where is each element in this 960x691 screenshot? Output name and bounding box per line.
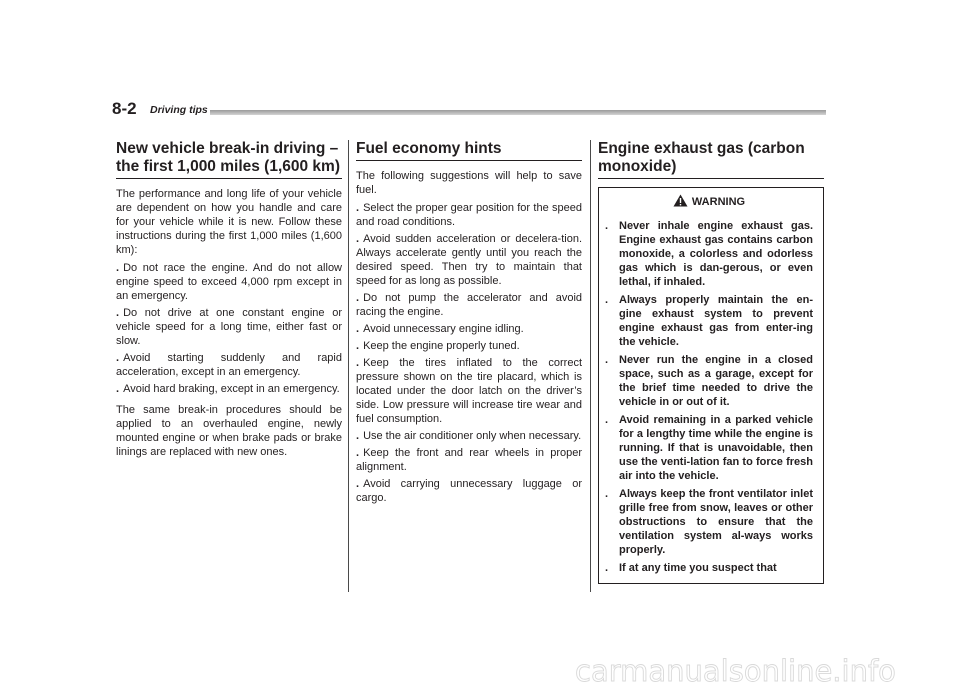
bullet-dot: .: [356, 323, 360, 335]
header-bar: [210, 110, 826, 115]
list-item: [605, 413, 813, 483]
svg-text:carmanualsonline.info: carmanualsonline.info: [575, 654, 896, 688]
bullet-dot: .: [356, 340, 360, 352]
bullet-text: Avoid sudden acceleration or decelera-tion. Always accelerate gently until you reach the desired speed. Then try to maintain that speed for as long as possible.: [356, 233, 582, 287]
bullet-text: Keep the engine properly tuned.: [363, 340, 520, 352]
warning-text: Avoid remaining in a parked vehicle for a lengthy time while the engine is running. If that is unavoidable, then use the venti-lation fan to force fresh air into the vehicle.: [619, 414, 813, 482]
exhaust-gas-column: [598, 140, 824, 584]
bullet-dot: .: [116, 262, 120, 274]
list-item: [356, 446, 582, 474]
list-item: [116, 261, 342, 303]
bullet-text: Do not drive at one constant engine or vehicle speed for a long time, either fast or slow.: [116, 307, 342, 347]
list-item: [356, 201, 582, 229]
list-item: [116, 382, 342, 396]
section-title: Driving tips: [150, 104, 208, 116]
break-in-closing: The same break-in procedures should be applied to an overhauled engine, newly mounted engine or when brake pads or brake linings are replaced with new ones.: [116, 404, 342, 458]
bullet-dot: .: [356, 357, 360, 369]
list-item: [356, 477, 582, 505]
exhaust-gas-heading: Engine exhaust gas (carbon monoxide): [598, 140, 824, 179]
list-item: [356, 232, 582, 288]
bullet-dot: .: [605, 414, 609, 426]
bullet-dot: .: [116, 307, 120, 319]
warning-box: [598, 187, 824, 584]
warning-text: If at any time you suspect that: [619, 562, 777, 574]
bullet-text: Avoid hard braking, except in an emergency.: [123, 383, 340, 395]
bullet-dot: .: [605, 220, 609, 232]
list-item: [116, 306, 342, 348]
warning-header: [605, 194, 813, 209]
bullet-dot: .: [356, 478, 360, 490]
bullet-text: Do not pump the accelerator and avoid racing the engine.: [356, 292, 582, 318]
bullet-dot: .: [605, 562, 609, 574]
list-item: [605, 561, 813, 575]
list-item: [356, 429, 582, 443]
bullet-dot: .: [116, 383, 120, 395]
bullet-text: Use the air conditioner only when necessary.: [363, 430, 582, 442]
bullet-text: Select the proper gear position for the speed and road conditions.: [356, 202, 582, 228]
list-item: [605, 219, 813, 289]
bullet-dot: .: [356, 202, 360, 214]
page-number: 8-2: [112, 99, 137, 118]
column-divider-2: [590, 140, 591, 592]
column-divider-1: [348, 140, 349, 592]
fuel-economy-heading: Fuel economy hints: [356, 140, 582, 161]
warning-triangle-icon: [673, 194, 688, 207]
list-item: [356, 356, 582, 426]
fuel-economy-column: [356, 140, 582, 508]
bullet-dot: .: [356, 292, 360, 304]
warning-text: Never inhale engine exhaust gas. Engine exhaust gas contains carbon monoxide, a colorless and odorless gas which is dan-gerous, or even lethal, if inhaled.: [619, 220, 813, 288]
list-item: [605, 487, 813, 557]
bullet-dot: .: [356, 233, 360, 245]
list-item: [605, 353, 813, 409]
break-in-heading: New vehicle break-in driving – the first 1,000 miles (1,600 km): [116, 140, 342, 179]
bullet-text: Avoid carrying unnecessary luggage or cargo.: [356, 478, 582, 504]
list-item: [356, 322, 582, 336]
list-item: [605, 293, 813, 349]
bullet-text: Keep the tires inflated to the correct pressure shown on the tire placard, which is located under the door latch on the driver’s side. Low pressure will increase tire wear and fuel consumption.: [356, 357, 582, 425]
bullet-dot: .: [356, 447, 360, 459]
bullet-dot: .: [605, 294, 609, 306]
break-in-column: [116, 140, 342, 463]
break-in-intro: The performance and long life of your vehicle are dependent on how you handle and care for your vehicle while it is new. Follow these instructions during the first 1,000 miles (1,600 km):: [116, 188, 342, 256]
page-header: [112, 98, 826, 120]
list-item: [356, 339, 582, 353]
bullet-dot: .: [116, 352, 120, 364]
warning-text: Always properly maintain the en-gine exhaust system to prevent engine exhaust gas from enter-ing the vehicle.: [619, 294, 813, 348]
bullet-text: Avoid unnecessary engine idling.: [363, 323, 524, 335]
warning-text: Always keep the front ventilator inlet grille free from snow, leaves or other obstructions to ensure that the ventilation system al-ways works properly.: [619, 488, 813, 556]
warning-text: Never run the engine in a closed space, such as a garage, except for the brief time needed to drive the vehicle in or out of it.: [619, 354, 813, 408]
bullet-dot: .: [605, 354, 609, 366]
bullet-text: Avoid starting suddenly and rapid acceleration, except in an emergency.: [116, 352, 342, 378]
watermark-logo: [575, 651, 955, 691]
warning-label: WARNING: [691, 196, 746, 208]
bullet-dot: .: [605, 488, 609, 500]
bullet-text: Keep the front and rear wheels in proper alignment.: [356, 447, 582, 473]
bullet-text: Do not race the engine. And do not allow engine speed to exceed 4,000 rpm except in an emergency.: [116, 262, 342, 302]
fuel-economy-intro: The following suggestions will help to save fuel.: [356, 170, 582, 196]
bullet-dot: .: [356, 430, 360, 442]
list-item: [116, 351, 342, 379]
list-item: [356, 291, 582, 319]
